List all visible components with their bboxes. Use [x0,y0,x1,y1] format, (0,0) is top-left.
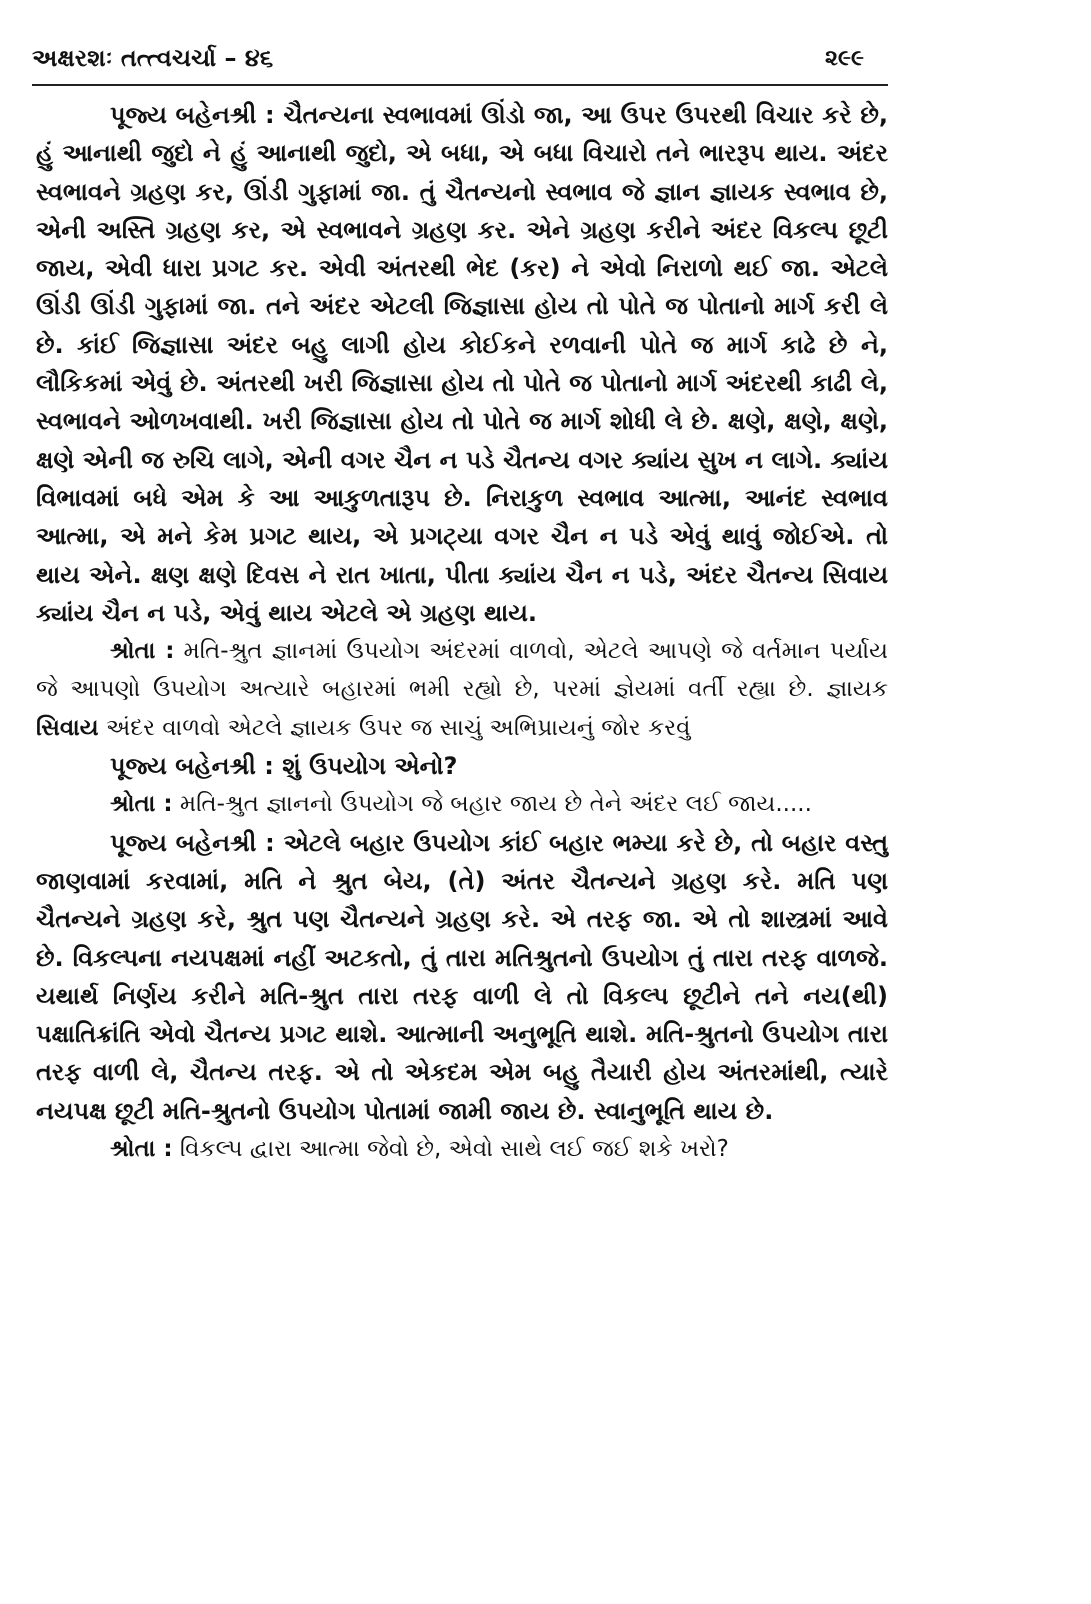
paragraph-bahenshri-3 [36,824,888,1130]
paragraph-shrota-3 [36,1130,888,1168]
paragraph-text: શું ઉપયોગ એનો? [273,752,458,781]
paragraph-text: ચૈતન્યના સ્વભાવમાં ઊંડો જા, આ ઉપર ઉપરથી વિચાર કરે છે, હું આનાથી જુદો ને હું આનાથી જુદો, એ બધા, એ બધા વિચારો તને ભારરૂપ થાય. અંદર સ્વભાવને ગ્રહણ કર, ઊંડી ગુફામાં જા. તું ચૈતન્યનો સ્વભાવ જે જ્ઞાન જ્ઞાયક સ્વભાવ છે, એની અસ્તિ ગ્રહણ કર, એ સ્વભાવને ગ્રહણ કર. એને ગ્રહણ કરીને અંદર વિકલ્પ છૂટી જાય, એવી ધારા પ્રગટ કર. એવી અંતરથી ભેદ (કર) ને એવો નિરાળો થઈ જા. એટલે ઊંડી ઊંડી ગુફામાં જા. તને અંદર એટલી જિજ્ઞાસા હોય તો પોતે જ પોતાનો માર્ગ કરી લે છે. કાંઈ જિજ્ઞાસા અંદર બહુ લાગી હોય કોઈકને રળવાની પોતે જ માર્ગ કાઢે છે ને, લૌકિકમાં એવું છે. અંતરથી ખરી જિજ્ઞાસા હોય તો પોતે જ પોતાનો માર્ગ અંદરથી કાઢી લે, સ્વભાવને ઓળખવાથી. ખરી જિજ્ઞાસા હોય તો પોતે જ માર્ગ શોધી લે છે. ક્ષણે, ક્ષણે, ક્ષણે, ક્ષણે એની જ રુચિ લાગે, એની વગર ચૈન ન પડે ચૈતન્ય વગર ક્યાંય સુખ ન લાગે. ક્યાંય વિભાવમાં બધે એમ કે આ આકુળતારૂપ છે. નિરાકુળ સ્વભાવ આત્મા, આનંદ સ્વભાવ આત્મા, એ મને કેમ પ્રગટ થાય, એ પ્રગટ્યા વગર ચૈન ન પડે એવું થાવું જોઈએ. તો થાય એને. ક્ષણ ક્ષણે દિવસ ને રાત ખાતા, પીતા ક્યાંય ચૈન ન પડે, અંદર ચૈતન્ય સિવાય ક્યાંય ચૈન ન પડે, એવું થાય એટલે એ ગ્રહણ થાય. [36,101,888,627]
paragraph-shrota-1 [36,632,888,747]
paragraph-text: મતિ-શ્રુત જ્ઞાનનો ઉપયોગ જે બહાર જાય છે તેને અંદર લઈ જાય..... [172,791,812,818]
body-text [36,96,888,1168]
speaker-label: પૂજ્ય બહેનશ્રી : [110,101,275,129]
running-header [32,40,864,82]
paragraph-bahenshri-1 [36,96,888,632]
speaker-label: શ્રોતા : [110,791,173,818]
paragraph-bahenshri-2 [36,747,888,785]
page-number: ૨૯૯ [825,46,864,71]
speaker-label: શ્રોતા : [110,1136,173,1163]
header-rule [32,84,888,86]
speaker-label: પૂજ્ય બહેનશ્રી : [110,828,275,857]
speaker-label: શ્રોતા : [110,638,175,665]
running-title: અક્ષરશઃ તત્ત્વચર્ચા – ૪૬ [32,44,274,72]
paragraph-text-continued: અંદર વાળવો એટલે જ્ઞાયક ઉપર જ સાચું અભિપ્રાયનું જોર કરવું [98,714,691,741]
emphasized-word: સિવાય [36,714,99,741]
speaker-label: પૂજ્ય બહેનશ્રી : [110,752,274,781]
paragraph-text: મતિ-શ્રુત જ્ઞાનમાં ઉપયોગ અંદરમાં વાળવો, એટલે આપણે જે વર્તમાન પર્યાય જે આપણો ઉપયોગ અત્યારે બહારમાં ભમી રહ્યો છે, પરમાં જ્ઞેયમાં વર્તી રહ્યા છે. જ્ઞાયક [36,638,888,703]
paragraph-text: એટલે બહાર ઉપયોગ કાંઈ બહાર ભમ્યા કરે છે, તો બહાર વસ્તુ જાણવામાં કરવામાં, મતિ ને શ્રુત બેય, (તે) અંતર ચૈતન્યને ગ્રહણ કરે. મતિ પણ ચૈતન્યને ગ્રહણ કરે, શ્રુત પણ ચૈતન્યને ગ્રહણ કરે. એ તરફ જા. એ તો શાસ્ત્રમાં આવે છે. વિકલ્પના નયપક્ષમાં નહીં અટકતો, તું તારા મતિશ્રુતનો ઉપયોગ તું તારા તરફ વાળજે. યથાર્થ નિર્ણય કરીને મતિ-શ્રુત તારા તરફ વાળી લે તો વિકલ્પ છૂટીને તને નય(થી) પક્ષાતિક્રાંતિ એવો ચૈતન્ય પ્રગટ થાશે. આત્માની અનુભૂતિ થાશે. મતિ-શ્રુતનો ઉપયોગ તારા તરફ વાળી લે, ચૈતન્ય તરફ. એ તો એકદમ એમ બહુ તૈયારી હોય અંતરમાંથી, ત્યારે નયપક્ષ છૂટી મતિ-શ્રુતનો ઉપયોગ પોતામાં જામી જાય છે. સ્વાનુભૂતિ થાય છે. [36,828,888,1125]
paragraph-text: વિકલ્પ દ્વારા આત્મા જેવો છે, એવો સાથે લઈ જઈ શકે ખરો? [172,1136,729,1163]
paragraph-shrota-2 [36,785,888,823]
